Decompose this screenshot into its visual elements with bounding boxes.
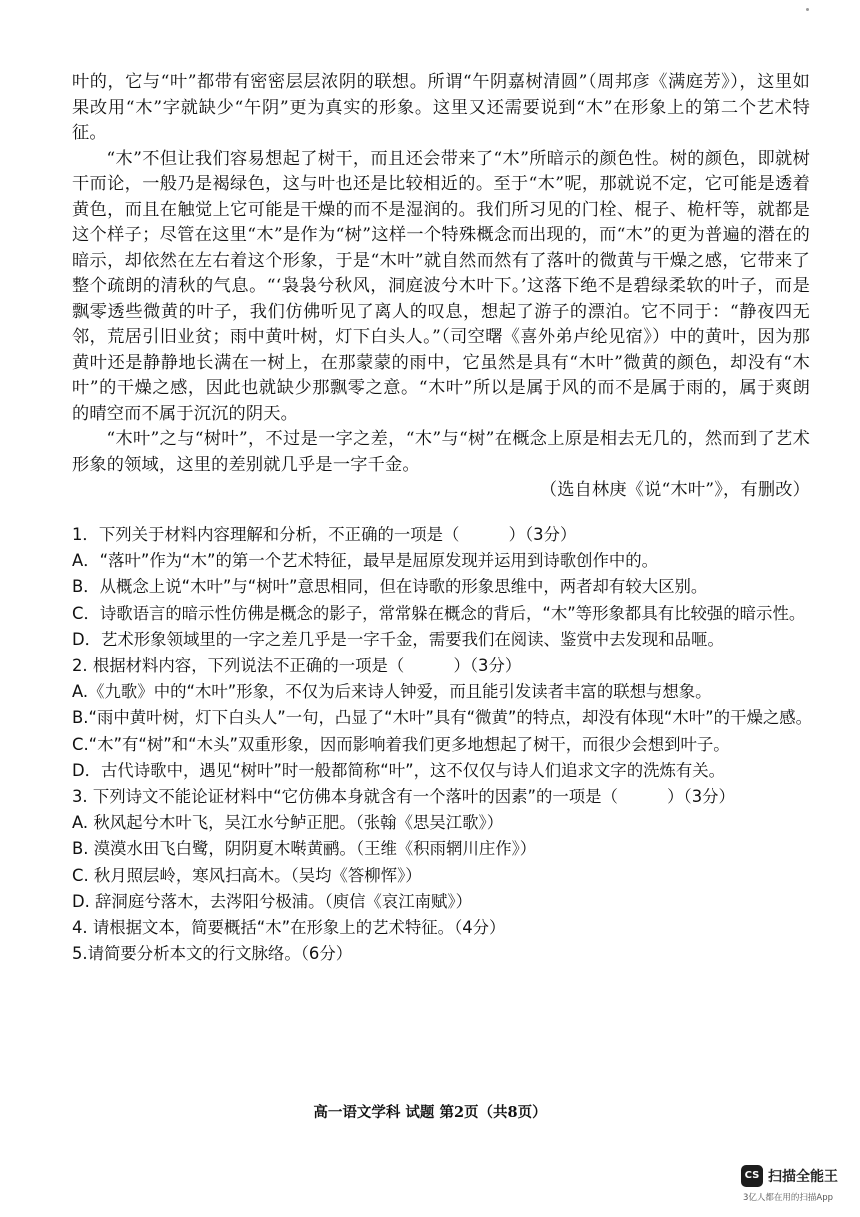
scanner-logo-icon: CS	[741, 1165, 763, 1187]
question-2-option-d: D．古代诗歌中，遇见“树叶”时一般都简称“叶”，这不仅仅与诗人们追求文字的洗炼有关。	[72, 760, 726, 780]
question-3-option-a: A. 秋风起兮木叶飞，吴江水兮鲈正肥。（张翰《思吴江歌》）	[72, 813, 504, 833]
question-1-option-d: D．艺术形象领域里的一字之差几乎是一字千金，需要我们在阅读、鉴赏中去发现和品咂。	[72, 629, 724, 649]
question-4: 4. 请根据文本，简要概括“木”在形象上的艺术特征。（4分）	[72, 918, 506, 938]
question-2-stem: 2. 根据材料内容，下列说法不正确的一项是（ ）（3分）	[72, 656, 522, 676]
question-3-option-d: D. 辞洞庭兮落木，去涔阳兮极浦。（庾信《哀江南赋》）	[72, 891, 473, 911]
reading-passage	[72, 70, 810, 504]
question-1-option-a: A．“落叶”作为“木”的第一个艺术特征，最早是屈原发现并运用到诗歌创作中的。	[72, 551, 659, 571]
passage-paragraph-1: 叶的，它与“叶”都带有密密层层浓阴的联想。所谓“午阴嘉树清圆”（周邦彦《满庭芳》），这里如果改用“木”字就缺少“午阴”更为真实的形象。这里又还需要说到“木”在形象上的第二个艺术特征。	[72, 72, 810, 143]
question-2-option-b: B.“雨中黄叶树，灯下白头人”一句，凸显了“木叶”具有“微黄”的特点，却没有体现“木叶”的干燥之感。	[72, 708, 813, 728]
question-3-option-c: C. 秋月照层岭，寒风扫高木。（吴均《答柳恽》）	[72, 865, 422, 885]
question-2-option-a: A.《九歌》中的“木叶”形象，不仅为后来诗人钟爱，而且能引发读者丰富的联想与想象。	[72, 682, 712, 702]
question-1-option-b: B．从概念上说“木叶”与“树叶”意思相同，但在诗歌的形象思维中，两者却有较大区别。	[72, 577, 708, 597]
page-footer: 高一语文学科 试题 第2页（共8页）	[313, 1104, 547, 1121]
question-5: 5.请简要分析本文的行文脉络。（6分）	[72, 944, 353, 964]
passage-paragraph-2: “木”不但让我们容易想起了树干，而且还会带来了“木”所暗示的颜色性。树的颜色，即就树干而论，一般乃是褐绿色，这与叶也还是比较相近的。至于“木”呢，那就说不定，它可能是透着黄色，而且在触觉上它可能是干燥的而不是湿润的。我们所习见的门栓、棍子、桅杆等，就都是这个样子；尽管在这里“木”是作为“树”这样一个特殊概念而出现的，而“木”的更为普遍的潜在的暗示，却依然在左右着这个形象，于是“木叶”就自然而然有了落叶的微黄与干燥之感，它带来了整个疏朗的清秋的气息。“‘袅袅兮秋风，洞庭波兮木叶下。’这落下绝不是碧绿柔软的叶子，而是飘零透些微黄的叶子，我们仿佛听见了离人的叹息，想起了游子的漂泊。它不同于：“静夜四无邻，荒居引旧业贫；雨中黄叶树，灯下白头人。”（司空曙《喜外弟卢纶见宿》）中的黄叶，因为那黄叶还是静静地长满在一树上，在那蒙蒙的雨中，它虽然是具有“木叶”微黄的颜色，却没有“木叶”的干燥之感，因此也就缺少那飘零之意。“木叶”所以是属于风的而不是属于雨的，属于爽朗的晴空而不属于沉沉的阴天。	[72, 148, 810, 424]
question-3-stem: 3. 下列诗文不能论证材料中“它仿佛本身就含有一个落叶的因素”的一项是（ ）（3分）	[72, 787, 735, 807]
question-1-option-c: C．诗歌语言的暗示性仿佛是概念的影子，常常躲在概念的背后，“木”等形象都具有比较强的暗示性。	[72, 603, 806, 623]
scanner-watermark	[741, 1165, 851, 1211]
question-3-option-b: B. 漠漠水田飞白鹭，阴阴夏木啭黄鹂。（王维《积雨辋川庄作》）	[72, 839, 537, 859]
scan-speck	[806, 8, 809, 11]
question-2-option-c: C.“木”有“树”和“木头”双重形象，因而影响着我们更多地想起了树干，而很少会想到叶子。	[72, 734, 730, 754]
question-list	[72, 522, 812, 967]
passage-paragraph-3: “木叶”之与“树叶”，不过是一字之差，“木”与“树”在概念上原是相去无几的，然而到了艺术形象的领域，这里的差别就几乎是一字千金。	[72, 429, 810, 475]
scanner-app-name: 扫描全能王	[768, 1169, 838, 1185]
question-1-stem: 1．下列关于材料内容理解和分析，不正确的一项是（ ）（3分）	[72, 525, 577, 544]
scanner-tagline: 3亿人都在用的扫描App	[743, 1193, 834, 1203]
passage-source: （选自林庚《说“木叶”》，有删改）	[539, 480, 810, 500]
